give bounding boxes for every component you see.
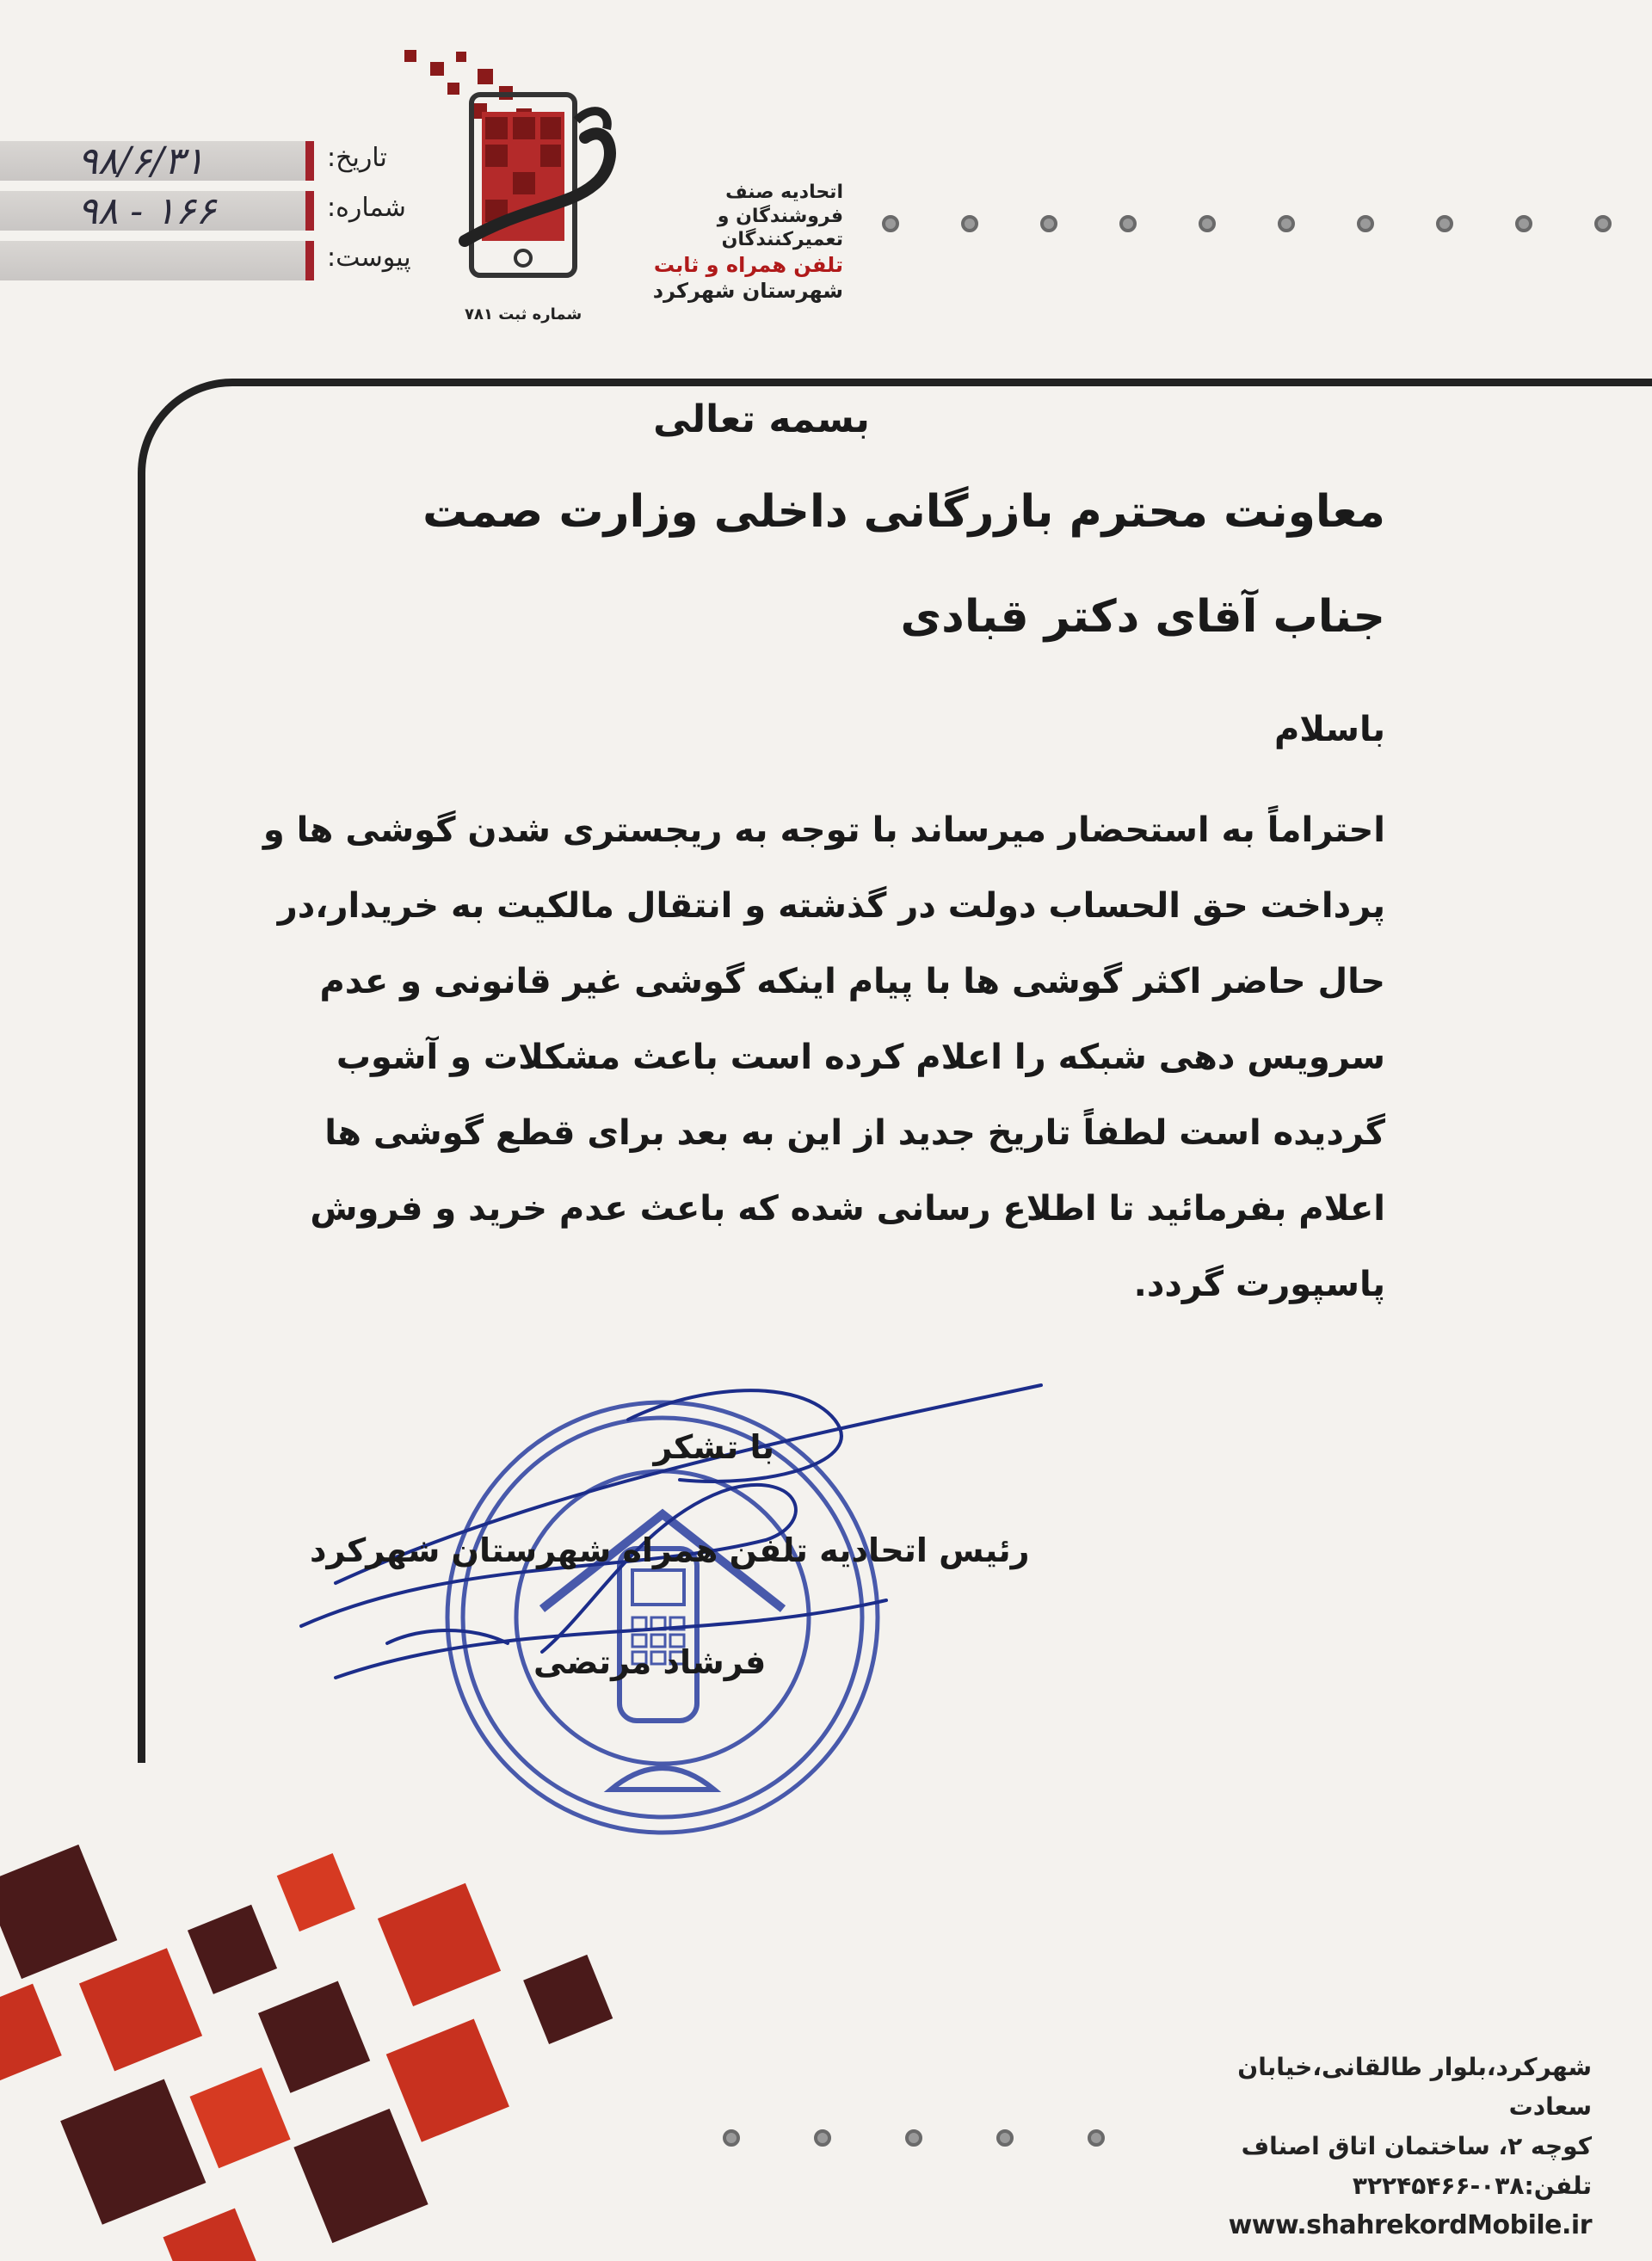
footer-address <box>1196 2048 1592 2246</box>
body-line: پاسپورت گردد. <box>1133 1265 1385 1304</box>
logo-text <box>620 181 843 304</box>
address-line-1: شهرکرد،بلوار طالقانی،خیابان سعادت <box>1237 2053 1592 2121</box>
meta-row-date <box>0 138 430 188</box>
dot-icon <box>1119 215 1137 232</box>
body-line: پرداخت حق الحساب دولت در گذشته و انتقال مالکیت به خریدار،در <box>277 886 1385 926</box>
logo-line-3: تلفن همراه و ثابت <box>653 252 843 277</box>
dot-icon <box>1199 215 1216 232</box>
signer-name: فرشاد مرتضی <box>533 1643 767 1681</box>
dot-icon <box>1436 215 1453 232</box>
body-paragraph <box>262 792 1385 1322</box>
website-link[interactable]: www.shahrekordMobile.ir <box>1228 2210 1592 2240</box>
number-label: شماره: <box>327 193 406 223</box>
dot-icon <box>1594 215 1612 232</box>
dot-icon <box>1088 2129 1105 2147</box>
dot-icon <box>1357 215 1374 232</box>
dot-icon <box>961 215 978 232</box>
body-line: حال حاضر اکثر گوشی ها با پیام اینکه گوشی غیر قانونی و عدم <box>319 962 1385 1001</box>
registration-number: شماره ثبت ۷۸۱ <box>465 305 583 323</box>
invocation <box>327 397 1385 441</box>
body-line: احتراماً به استحضار میرساند با توجه به ریجستری شدن گوشی ها و <box>262 810 1385 850</box>
letter-meta <box>0 138 430 287</box>
logo-line-1: اتحادیه صنف <box>725 182 843 203</box>
letter-body <box>262 387 1385 1322</box>
decorative-dots-top <box>882 215 1652 232</box>
dot-icon <box>1515 215 1532 232</box>
phone-number: تلفن:۰۳۸-۳۲۲۴۵۴۶۶ <box>1352 2172 1592 2200</box>
dot-icon <box>996 2129 1014 2147</box>
dot-icon <box>1040 215 1057 232</box>
date-label: تاریخ: <box>327 143 387 173</box>
dot-icon <box>905 2129 922 2147</box>
meta-row-number <box>0 188 430 237</box>
attachment-label: پیوست: <box>327 243 411 273</box>
union-logo <box>396 43 843 336</box>
dot-icon <box>882 215 899 232</box>
logo-line-2: فروشندگان و تعمیرکنندگان <box>717 205 843 250</box>
body-line: اعلام بفرمائید تا اطلاع رسانی شده که باعث عدم خرید و فروش <box>310 1189 1385 1229</box>
date-value: ۹۸/۶/۳۱ <box>77 139 205 183</box>
dot-icon <box>1278 215 1295 232</box>
greeting: باسلام <box>1273 710 1385 749</box>
invocation-text: بسمه تعالی <box>653 397 870 441</box>
recipient-name: جناب آقای دکتر قبادی <box>900 591 1385 643</box>
closing: با تشکر <box>653 1428 774 1466</box>
number-value: ۹۸ - ۱۶۶ <box>77 189 217 233</box>
decorative-mosaic <box>0 1755 706 2261</box>
recipient: معاونت محترم بازرگانی داخلی وزارت صمت <box>422 486 1385 538</box>
meta-row-attachment <box>0 237 430 287</box>
decorative-dots-bottom <box>723 2129 1105 2147</box>
logo-line-4: شهرستان شهرکرد <box>652 278 843 303</box>
signer-title: رئیس اتحادیه تلفن همراه شهرستان شهرکرد <box>310 1531 1030 1569</box>
attachment-box <box>0 241 314 280</box>
dot-icon <box>723 2129 740 2147</box>
body-line: سرویس دهی شبکه را اعلام کرده است باعث مشکلات و آشوب <box>336 1038 1385 1077</box>
dot-icon <box>814 2129 831 2147</box>
body-line: گردیده است لطفاً تاریخ جدید از این به بعد برای قطع گوشی ها <box>324 1113 1385 1153</box>
address-line-2: کوچه ۲، ساختمان اتاق اصناف <box>1241 2132 1592 2160</box>
